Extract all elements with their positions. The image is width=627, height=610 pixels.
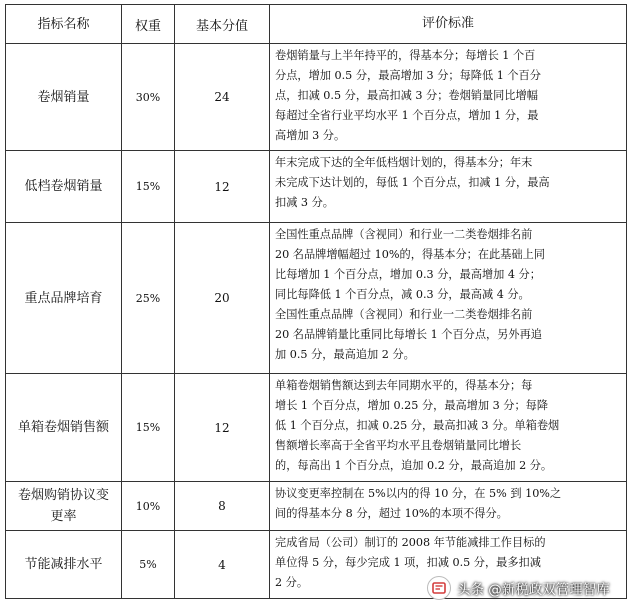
standard-line: 20 名品牌销量比重同比每增长 1 个百分点，另外再追	[275, 328, 542, 341]
weight-cell: 5%	[122, 531, 175, 599]
toutiao-logo-icon	[427, 576, 451, 600]
standard-line: 年末完成下达的全年低档烟计划的，得基本分；年末	[275, 156, 533, 169]
standard-line: 完成省局（公司）制订的 2008 年节能减排工作目标的	[275, 536, 546, 549]
weight-cell: 15%	[122, 374, 175, 482]
table-row	[6, 223, 627, 374]
indicator-name: 重点品牌培育	[6, 223, 122, 374]
base-score-cell: 12	[175, 374, 270, 482]
standard-line: 扣减 3 分。	[275, 196, 334, 209]
standard-line: 高增加 3 分。	[275, 129, 346, 142]
indicator-name: 低档卷烟销量	[6, 151, 122, 223]
base-score-cell: 12	[175, 151, 270, 223]
standard-line: 售额增长率高于全省平均水平且卷烟销量同比增长	[275, 439, 522, 452]
standard-line: 点，扣减 0.5 分，最高扣减 3 分；卷烟销量同比增幅	[275, 89, 538, 102]
standard-line: 单箱卷烟销售额达到去年同期水平的，得基本分；每	[275, 379, 533, 392]
header-base-score: 基本分值	[175, 5, 270, 44]
weight-cell: 10%	[122, 482, 175, 531]
header-evaluation-standard: 评价标准	[270, 5, 627, 44]
base-score-cell: 4	[175, 531, 270, 599]
standard-line: 低 1 个百分点，扣减 0.25 分，最高扣减 3 分。单箱卷烟	[275, 419, 560, 432]
table-header-row	[6, 5, 627, 44]
standard-line: 全国性重点品牌（含视同）和行业一二类卷烟排名前	[275, 308, 533, 321]
standard-line: 全国性重点品牌（含视同）和行业一二类卷烟排名前	[275, 228, 533, 241]
standard-line: 20 名品牌增幅超过 10%的，得基本分；在此基础上同	[275, 248, 545, 261]
standard-line: 单位得 5 分，每少完成 1 项，扣减 0.5 分，最多扣减	[275, 556, 541, 569]
header-indicator-name: 指标名称	[6, 5, 122, 44]
indicator-name-line: 卷烟购销协议变	[17, 488, 109, 503]
standard-cell	[270, 44, 627, 151]
standard-line: 卷烟销量与上半年持平的，得基本分；每增长 1 个百	[275, 49, 536, 62]
watermark	[427, 575, 610, 601]
evaluation-table	[5, 4, 627, 599]
standard-cell	[270, 151, 627, 223]
standard-line: 未完成下达计划的，每低 1 个百分点，扣减 1 分，最高	[275, 176, 550, 189]
standard-line: 间的得基本分 8 分，超过 10%的本项不得分。	[275, 507, 508, 520]
table-row	[6, 44, 627, 151]
base-score-cell: 20	[175, 223, 270, 374]
indicator-name: 单箱卷烟销售额	[6, 374, 122, 482]
indicator-name: 节能减排水平	[6, 531, 122, 599]
standard-line: 2 分。	[275, 576, 309, 589]
header-weight: 权重	[122, 5, 175, 44]
standard-cell	[270, 223, 627, 374]
standard-line: 增长 1 个百分点，增加 0.25 分，最高增加 3 分；每降	[275, 399, 549, 412]
table-row	[6, 374, 627, 482]
weight-cell: 25%	[122, 223, 175, 374]
standard-line: 同比每降低 1 个百分点，减 0.3 分，最高减 4 分。	[275, 288, 530, 301]
base-score-cell: 24	[175, 44, 270, 151]
standard-line: 加 0.5 分，最高追加 2 分。	[275, 348, 415, 361]
standard-cell	[270, 374, 627, 482]
standard-line: 分点，增加 0.5 分，最高增加 3 分；每降低 1 个百分	[275, 69, 541, 82]
weight-cell: 30%	[122, 44, 175, 151]
weight-cell: 15%	[122, 151, 175, 223]
watermark-text: 头条 @新税政双管理智库	[457, 582, 610, 598]
standard-line: 比每增加 1 个百分点，增加 0.3 分，最高增加 4 分；	[275, 268, 541, 281]
base-score-cell: 8	[175, 482, 270, 531]
indicator-name-line: 更率	[50, 509, 77, 524]
table-row	[6, 151, 627, 223]
standard-line: 的，每高出 1 个百分点，追加 0.2 分，最高追加 2 分。	[275, 459, 553, 472]
table-row	[6, 482, 627, 531]
standard-line: 每超过全省行业平均水平 1 个百分点，增加 1 分，最	[275, 109, 539, 122]
indicator-name: 卷烟销量	[6, 44, 122, 151]
indicator-name	[6, 482, 122, 531]
standard-cell	[270, 482, 627, 531]
standard-line: 协议变更率控制在 5%以内的得 10 分，在 5% 到 10%之	[275, 487, 562, 500]
